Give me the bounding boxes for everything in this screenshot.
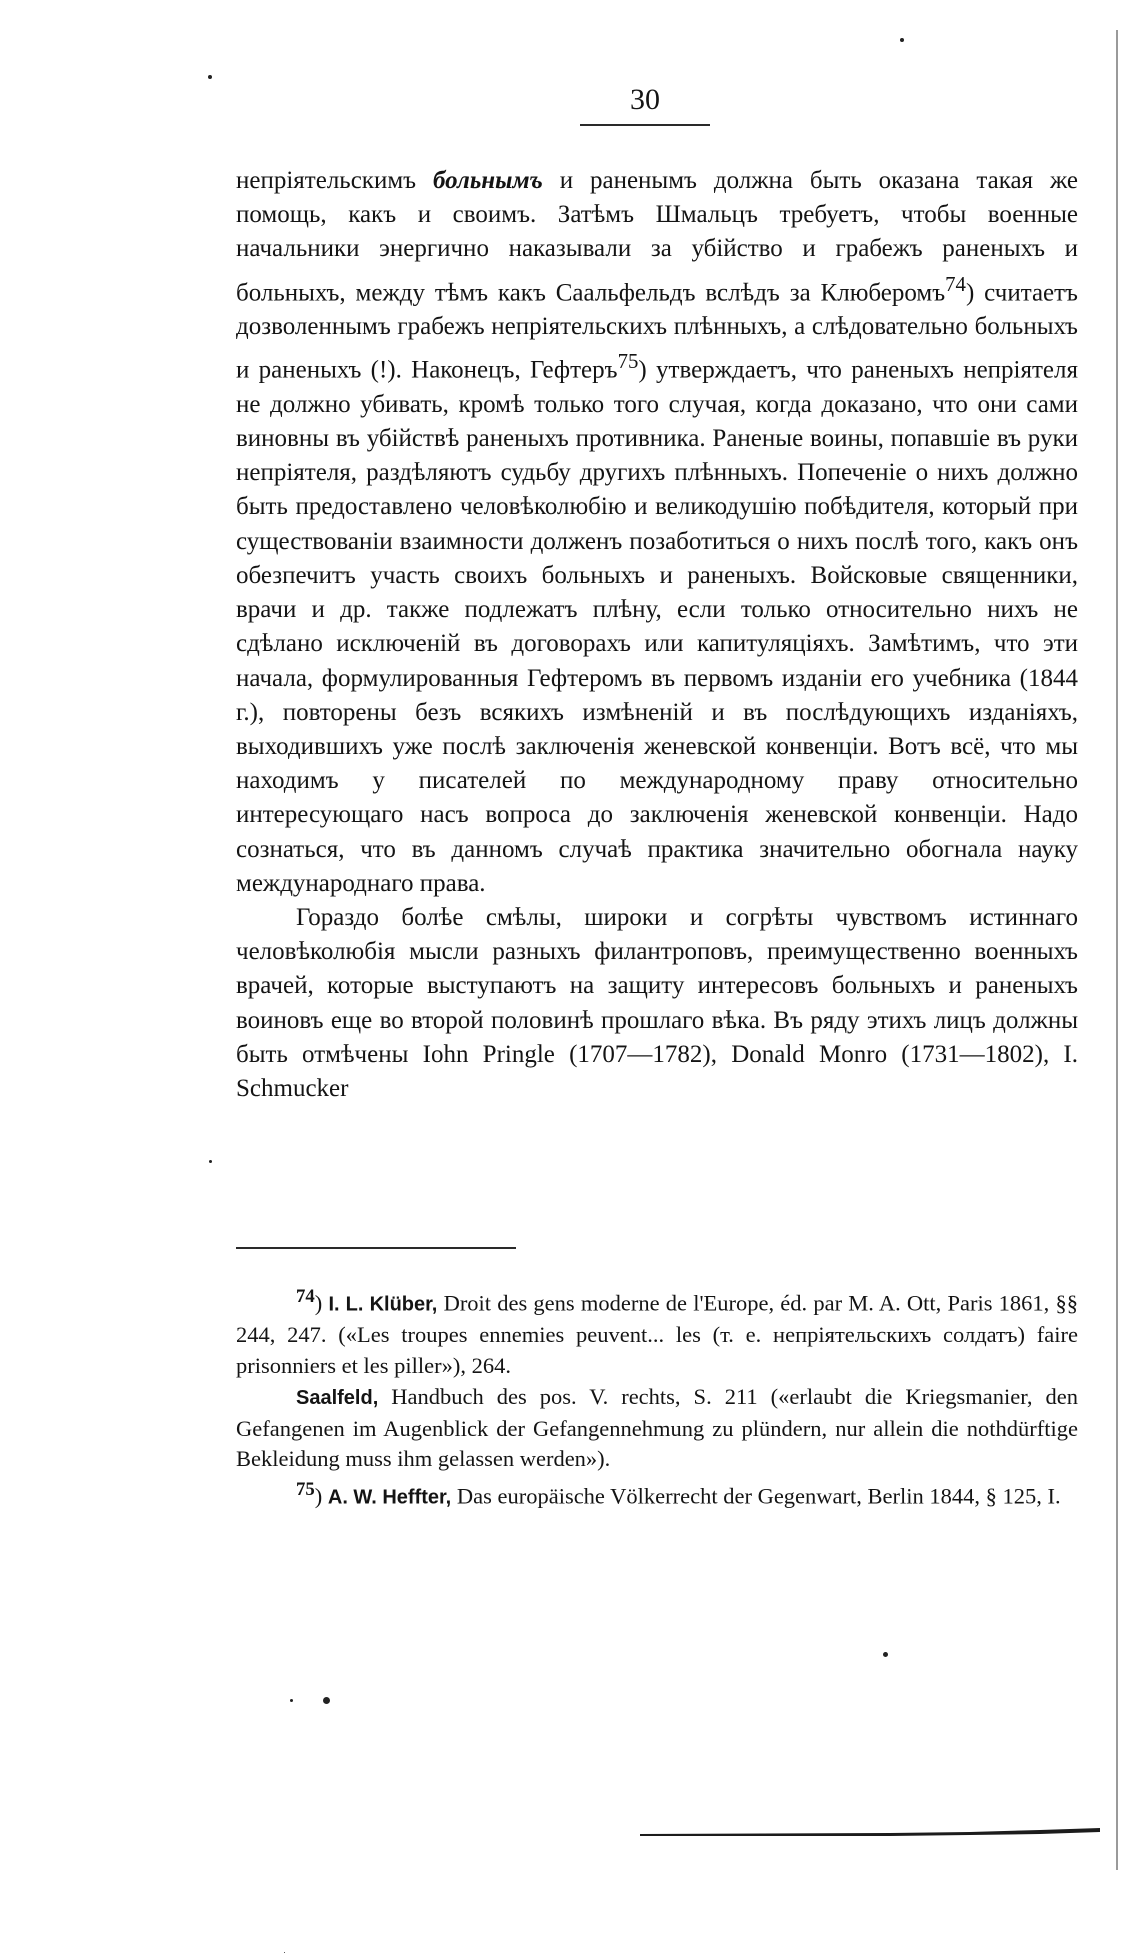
footnote-74-author: I. L. Klüber,	[328, 1293, 438, 1316]
p1-emphasis: больнымъ	[432, 167, 543, 194]
footnote-ref-74: 74	[945, 271, 966, 296]
footnote-74-text: Droit des gens moderne de l'Europe, éd. par M. A. Ott, Paris 1861, §§ 244, 247. («Les troupes ennemies peuvent... les (т. е. непріятельскихъ солдатъ) faire prisonniers et les piller»), 264.	[236, 1290, 1078, 1379]
footnote-74b-text: Handbuch des pos. V. rechts, S. 211 («erlaubt die Kriegsmanier, den Gefangenen im Augenblick der Gefangennehmung zu plündern, nur allein die nothdürftige Bekleidung muss ihm gelassen werden»).	[236, 1383, 1078, 1472]
footnote-separator	[236, 1247, 516, 1249]
footnote-74b	[236, 1382, 1078, 1475]
footnote-75-author: A. W. Heffter,	[327, 1486, 452, 1509]
footnote-74-mark: 74	[296, 1286, 315, 1307]
footnote-75-text: Das europäische Völkerrecht der Gegenwart, Berlin 1844, § 125, I.	[451, 1483, 1061, 1509]
page-number-rule	[580, 124, 710, 126]
scan-speck	[883, 1652, 888, 1657]
scan-speck	[900, 38, 904, 42]
scan-speck	[323, 1697, 330, 1704]
footnote-75: $^{75}$) A. W. Heffter, Das europäische Völkerrecht der Gegenwart, Berlin 1844, § 125, I.	[296, 1479, 1061, 1509]
paragraph-1	[236, 164, 1078, 901]
p1-start: непріятельскимъ	[236, 167, 433, 194]
main-text	[236, 164, 1078, 1106]
scan-speck	[209, 1160, 212, 1163]
p1-text-b: ) считаетъ дозволеннымъ грабежъ непріятельскихъ плѣнныхъ, а слѣдовательно больныхъ и раненыхъ (!). Наконецъ, Гефтеръ	[236, 278, 1078, 384]
footnote-75-mark: 75	[296, 1479, 315, 1501]
paragraph-2: Гораздо болѣе смѣлы, широки и согрѣты чувствомъ истиннаго человѣколюбія мысли разныхъ филантроповъ, преимущественно военныхъ врачей, которые выступаютъ на защиту интересовъ больныхъ и раненыхъ воиновъ еще во второй половинѣ прошлаго вѣка. Въ ряду этихъ лицъ должны быть отмѣчены Iohn Pringle (1707—1782), Donald Monro (1731—1802), I. Schmucker	[236, 903, 1078, 1102]
p1-text-a: и раненымъ должна быть оказана такая же помощь, какъ и своимъ. Затѣмъ Шмальцъ требуетъ, чтобы военные начальники энергично наказывали за убійство и грабежъ раненыхъ и больныхъ, между тѣмъ какъ Саальфельдъ вслѣдъ за Клюберомъ	[236, 167, 1078, 306]
footnotes	[236, 1282, 1078, 1514]
scan-speck	[290, 1699, 293, 1702]
footnote-ref-75: 75	[617, 349, 639, 374]
scan-bottom-smudge	[640, 1825, 1100, 1839]
scan-edge-line	[1116, 30, 1118, 1870]
p1-text-c: ) утверждаетъ, что раненыхъ непріятеля не должно убивать, кромѣ только того случая, когда доказано, что они сами виновны въ убійствѣ раненыхъ противника. Раненые воины, попавшіе въ руки непріятеля, раздѣляютъ судьбу другихъ плѣнныхъ. Попеченіе о нихъ должно быть предоставлено человѣколюбію и великодушію побѣдителя, который при существованіи взаимности долженъ позаботиться о нихъ послѣ того, какъ онъ обезпечитъ участь своихъ больныхъ и раненыхъ. Войсковые священники, врачи и др. также подлежатъ плѣну, если только относительно нихъ не сдѣлано исключеній въ договорахъ или капитуляціяхъ. Замѣтимъ, что эти начала, формулированныя Гефтеромъ въ первомъ изданіи его учебника (1844 г.), повторены безъ всякихъ измѣненій и въ послѣдующихъ изданіяхъ, выходившихъ уже послѣ заключенія женевской конвенціи. Вотъ всё, что мы находимъ у писателей по международному праву относительно интересующаго насъ вопроса до заключенія женевской конвенціи. Надо сознаться, что въ данномъ случаѣ практика значительно обогнала науку международнаго права.	[236, 356, 1079, 897]
footnote-74: $^{74}$) I. L. Klüber, Droit des gens moderne de l'Europe, éd. par M. A. Ott, Paris 1861, §§ 244, 247. («Les troupes ennemies peuvent... les (т. е. непріятельскихъ солдатъ) faire prisonniers et les piller»), 264.	[236, 1286, 1078, 1379]
scan-speck	[208, 75, 212, 79]
footnote-74b-author: Saalfeld,	[296, 1386, 379, 1409]
page-number: 30	[630, 83, 660, 116]
